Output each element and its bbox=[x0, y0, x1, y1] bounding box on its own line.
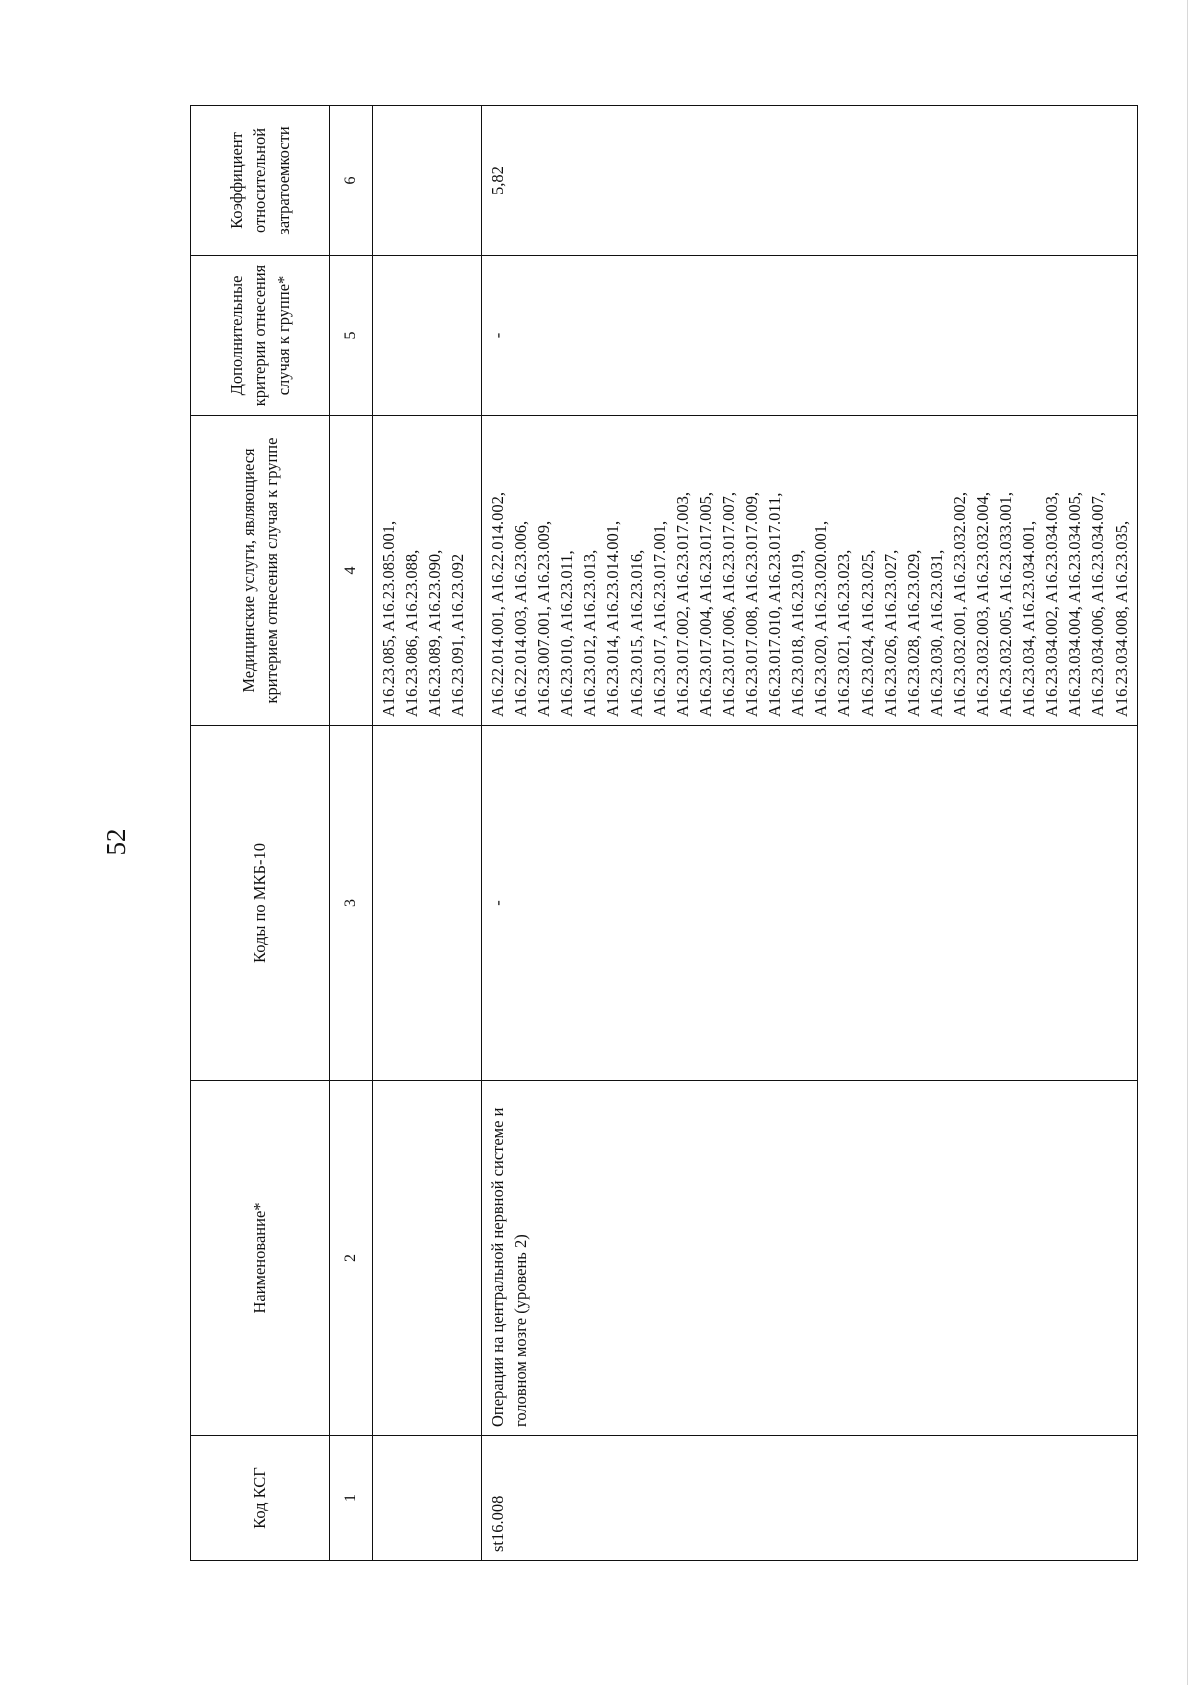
service-codes-line: A16.22.014.001, A16.22.014.002, bbox=[488, 491, 507, 717]
column-number: 3 bbox=[330, 726, 373, 1081]
cell-name: Операции на центральной нервной системе и головном мозге (уровень 2) bbox=[482, 1081, 1138, 1436]
service-codes-line: A16.23.010, A16.23.011, bbox=[557, 550, 577, 717]
header-services: Медицинские услуги, являющиеся критерием отнесения случая к группе bbox=[191, 416, 330, 726]
cell-coefficient bbox=[373, 106, 482, 256]
service-codes-line: A16.23.017.006, A16.23.017.007, bbox=[718, 491, 738, 717]
page-number: 52 bbox=[101, 828, 131, 856]
cell-services bbox=[482, 416, 1138, 726]
service-codes-line: A16.23.034, A16.23.034.001, bbox=[1019, 520, 1039, 717]
table-row bbox=[373, 106, 482, 1561]
service-codes-line: A16.23.017, A16.23.017.001, bbox=[649, 520, 669, 717]
service-codes-line: A16.23.017.002, A16.23.017.003, bbox=[672, 491, 692, 717]
service-codes-line: A16.23.030, A16.23.031, bbox=[926, 549, 946, 717]
service-codes-line: A16.23.091, A16.23.092 bbox=[448, 553, 468, 717]
cell-code: st16.008 bbox=[482, 1436, 1138, 1561]
service-codes-line: A16.23.012, A16.23.013, bbox=[580, 549, 600, 717]
header-ksg-code: Код КСГ bbox=[191, 1436, 330, 1561]
rotated-table-container bbox=[190, 106, 1131, 1561]
service-codes-line: A16.23.007.001, A16.23.009, bbox=[534, 520, 554, 717]
cell-name bbox=[373, 1081, 482, 1436]
service-codes-line: A16.23.017.004, A16.23.017.005, bbox=[695, 491, 715, 717]
service-codes-line: A16.23.015, A16.23.016, bbox=[626, 549, 646, 717]
service-codes-line: A16.23.032.003, A16.23.032.004, bbox=[972, 491, 992, 717]
header-extra-criteria: Дополнительные критерии отнесения случая к группе* bbox=[191, 256, 330, 416]
header-row bbox=[191, 106, 330, 1561]
header-name: Наименование* bbox=[191, 1081, 330, 1436]
service-codes-line: A16.23.085, A16.23.085.001, bbox=[379, 520, 398, 717]
service-codes-line: A16.23.018, A16.23.019, bbox=[788, 549, 808, 717]
service-codes-line: A16.23.034.004, A16.23.034.005, bbox=[1065, 491, 1085, 717]
cell-icd10: - bbox=[482, 726, 1138, 1081]
column-number: 6 bbox=[330, 106, 373, 256]
service-codes-line: A16.23.017.008, A16.23.017.009, bbox=[742, 491, 762, 717]
cell-services bbox=[373, 416, 482, 726]
service-codes-line: A16.22.014.003, A16.23.006, bbox=[511, 520, 531, 717]
service-codes-line: A16.23.017.010, A16.23.017.011, bbox=[765, 492, 785, 717]
service-codes-line: A16.23.014, A16.23.014.001, bbox=[603, 520, 623, 717]
column-number: 1 bbox=[330, 1436, 373, 1561]
service-codes-line: A16.23.032.001, A16.23.032.002, bbox=[949, 491, 969, 717]
cell-extra-criteria bbox=[373, 256, 482, 416]
column-number: 4 bbox=[330, 416, 373, 726]
service-codes-line: A16.23.024, A16.23.025, bbox=[857, 549, 877, 717]
header-icd10: Коды по МКБ-10 bbox=[191, 726, 330, 1081]
column-number: 2 bbox=[330, 1081, 373, 1436]
service-codes-line: A16.23.020, A16.23.020.001, bbox=[811, 520, 831, 717]
cell-extra-criteria: - bbox=[482, 256, 1138, 416]
cell-code bbox=[373, 1436, 482, 1561]
cell-icd10 bbox=[373, 726, 482, 1081]
service-codes-line: A16.23.026, A16.23.027, bbox=[880, 549, 900, 717]
service-codes-line: A16.23.086, A16.23.088, bbox=[402, 549, 422, 717]
service-codes-line: A16.23.089, A16.23.090, bbox=[425, 549, 445, 717]
scan-edge-line bbox=[1187, 0, 1188, 1685]
service-codes-line: A16.23.034.008, A16.23.035, bbox=[1111, 520, 1131, 717]
service-codes-line: A16.23.034.002, A16.23.034.003, bbox=[1042, 491, 1062, 717]
service-codes-line: A16.23.032.005, A16.23.033.001, bbox=[996, 491, 1016, 717]
service-codes-line: A16.23.028, A16.23.029, bbox=[903, 549, 923, 717]
cell-coefficient: 5,82 bbox=[482, 106, 1138, 256]
column-number-row bbox=[330, 106, 373, 1561]
service-codes-line: A16.23.021, A16.23.023, bbox=[834, 549, 854, 717]
ksg-table bbox=[190, 105, 1138, 1561]
service-codes-line: A16.23.034.006, A16.23.034.007, bbox=[1088, 491, 1108, 717]
table-row bbox=[482, 106, 1138, 1561]
column-number: 5 bbox=[330, 256, 373, 416]
header-coefficient: Коэффициент относительной затратоемкости bbox=[191, 106, 330, 256]
